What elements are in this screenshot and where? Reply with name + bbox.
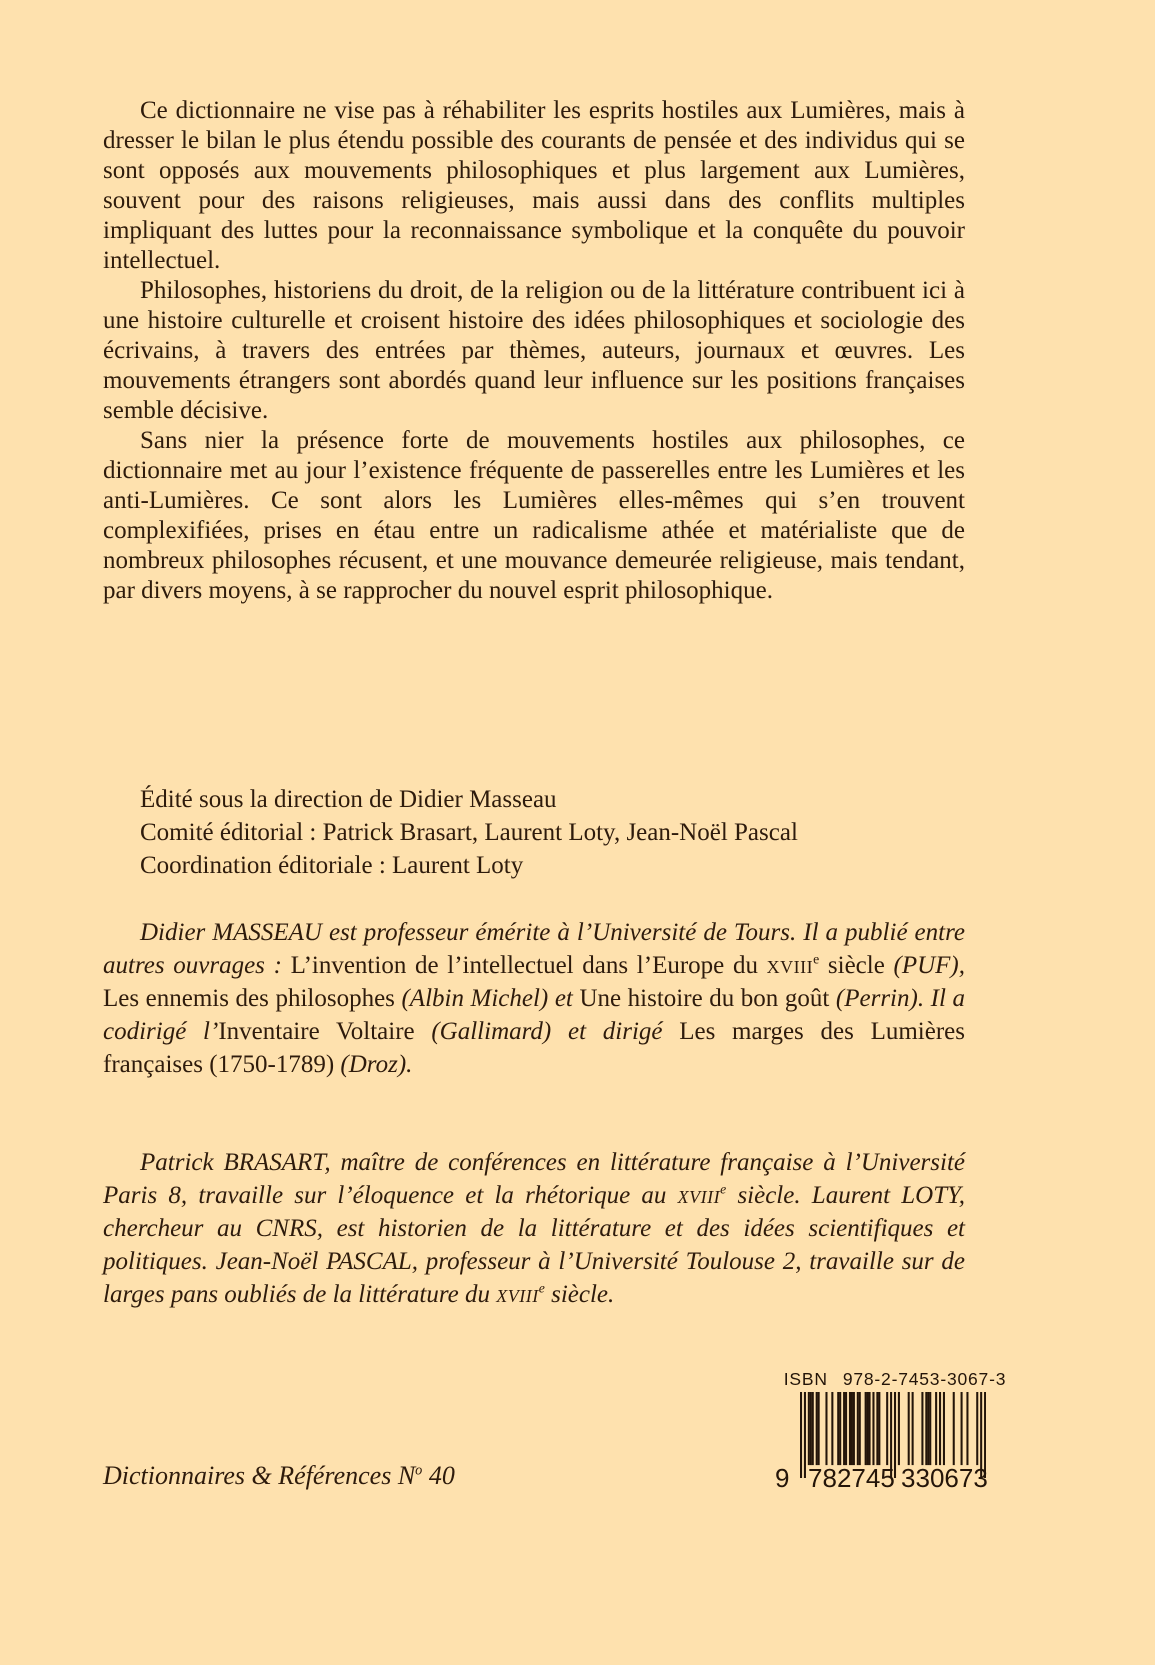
- bio-team: Patrick BRASART, maître de conférences en littérature française à l’Université Paris 8, travaille sur l’éloquence et la rhétorique au xviii$^e$ siècle. Laurent LOTY, chercheur au CNRS, est historien de la littérature et des idées scientifiques et politiques. Jean-Noël PASCAL, professeur à l’Université Toulouse 2, travaille sur de larges pans oubliés de la littérature du xviii$^e$ siècle.: [103, 1149, 965, 1308]
- isbn-line: [783, 1369, 1007, 1390]
- barcode: [775, 1392, 988, 1493]
- collection-line: [103, 1461, 455, 1491]
- bio-masseau-text: Didier MASSEAU est professeur émérite à l’Université de Tours. Il a publié entre autres ouvrages :: [103, 919, 965, 979]
- credits-block: [103, 783, 965, 882]
- blurb-paragraph-1: Ce dictionnaire ne vise pas à réhabiliter les esprits hostiles aux Lumières, mais à dresser le bilan le plus étendu possible des courants de pensée et des individus qui se sont opposés aux mouvements philosophiques et plus largement aux Lumières, souvent pour des raisons religieuses, mais aussi dans des conflits multiples impliquant des luttes pour la reconnaissance symbolique et la conquête du pouvoir intellectuel.: [103, 97, 965, 274]
- credit-line-coordination: Coordination éditoriale : Laurent Loty: [140, 852, 524, 879]
- collection-number: 40: [422, 1461, 455, 1490]
- isbn-label: ISBN: [783, 1369, 828, 1389]
- bio-masseau: Didier MASSEAU est professeur émérite à l’Université de Tours. Il a publié entre autres ouvrages : L’invention de l’intellectuel dans l’Europe du xviii$^e$ siècle (PUF), Les ennemis des philosophes (Albin Michel) et Une histoire du bon goût (Perrin). Il a codirigé l’Inventaire Voltaire (Gallimard) et dirigé Les marges des Lumières françaises (1750-1789) (Droz).: [103, 919, 965, 1078]
- isbn-block: [775, 1369, 1007, 1493]
- blurb-paragraph-3: Sans nier la présence forte de mouvements hostiles aux philosophes, ce dictionnaire met au jour l’existence fréquente de passerelles entre les Lumières et les anti-Lumières. Ce sont alors les Lumières elles-mêmes qui s’en trouvent complexifiées, prises en étau entre un radicalisme athée et matérialiste que de nombreux philosophes récusent, et une mouvance demeurée religieuse, mais tendant, par divers moyens, à se rapprocher du nouvel esprit philosophique.: [103, 427, 965, 604]
- barcode-digits-left: 7 8 2 7 4 5: [808, 1463, 895, 1493]
- credit-line-direction: Édité sous la direction de Didier Masseau: [140, 786, 557, 813]
- barcode-digit-first: 9: [775, 1463, 790, 1493]
- collection-ordinal: o: [415, 1462, 423, 1479]
- collection-name: Dictionnaires & Références N: [103, 1461, 416, 1490]
- blurb-paragraph-2: Philosophes, historiens du droit, de la religion ou de la littérature contribuent ici à une histoire culturelle et croisent histoire des idées philosophiques et sociologie des écrivains, à travers des entrées par thèmes, auteurs, journaux et œuvres. Les mouvements étrangers sont abordés quand leur influence sur les positions françaises semble décisive.: [103, 277, 965, 424]
- barcode-digits-right: 3 3 0 6 7 3: [901, 1463, 988, 1493]
- bio-team-text: Patrick BRASART, maître de conférences en littérature française à l’Université Paris 8, travaille sur l’éloquence et la rhétorique au: [103, 1149, 965, 1209]
- credit-line-comite: Comité éditorial : Patrick Brasart, Laurent Loty, Jean-Noël Pascal: [140, 819, 798, 846]
- blurb-block: [103, 96, 965, 606]
- isbn-number: 978-2-7453-3067-3: [842, 1369, 1007, 1389]
